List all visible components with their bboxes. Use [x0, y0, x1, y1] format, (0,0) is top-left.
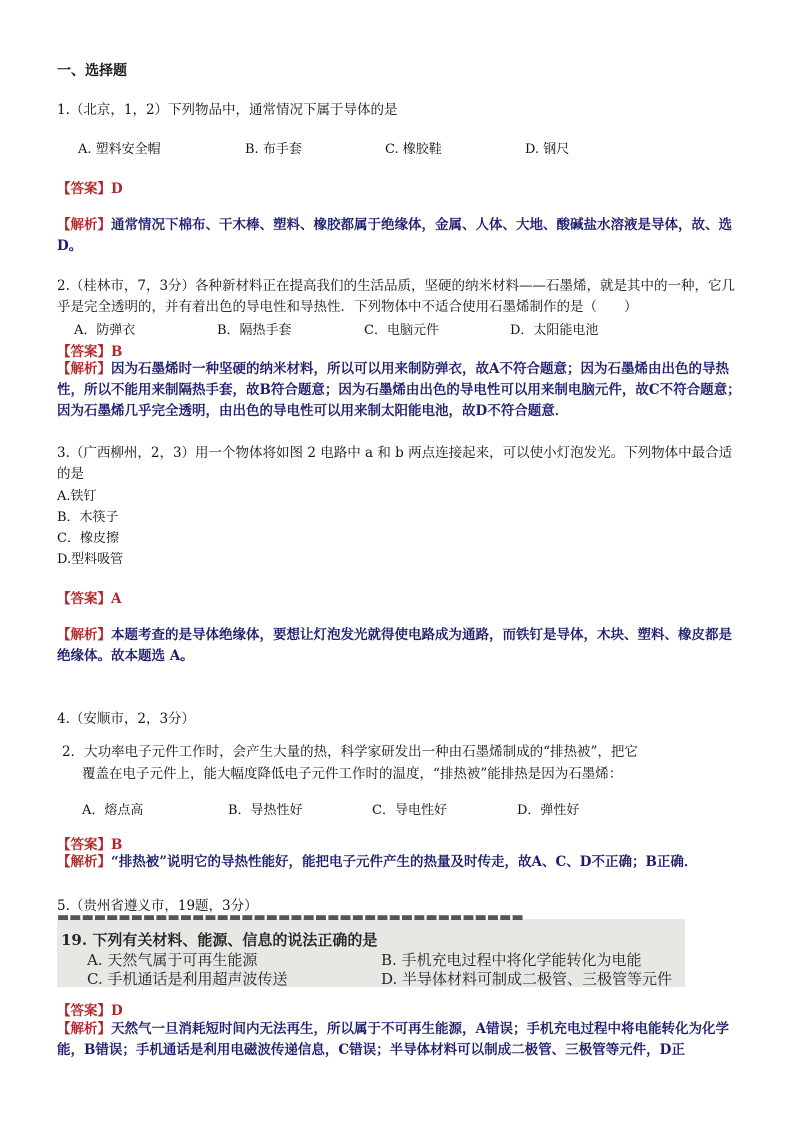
scan-option-b: B. 手机充电过程中将化学能转化为电能: [381, 951, 642, 969]
question-5-stem: 5.（贵州省遵义市，19题，3分）: [57, 898, 258, 914]
explain-tag: 【解析】: [57, 627, 111, 643]
q3-option-a: A.铁钉: [57, 489, 97, 504]
q2-option-a: A．防弹衣: [74, 323, 136, 338]
q3-explanation: [57, 625, 741, 667]
q4-body: 2．大功率电子元件工作时，会产生大量的热，科学家研发出一种由石墨烯制成的“排热被”，把它覆盖在电子元件上，能大幅度降低电子元件工作时的温度，“排热被”能排热是因为石墨烯：: [62, 744, 638, 782]
question-3-stem: 3.（广西柳州，2，3）用一个物体将如图 2 电路中 a 和 b 两点连接起来，可以使小灯泡发光。下列物体中最合适的是: [57, 445, 733, 482]
explain-text: 天然气一旦消耗短时间内无法再生，所以属于不可再生能源，A错误；手机充电过程中将电能转化为化学能，B错误；手机通话是利用电磁波传递信息，C错误；半导体材料可以制成二极管、三极管等元件，D正: [57, 1021, 729, 1058]
answer-tag: 【答案】: [57, 1003, 111, 1019]
q4-option-b: B．导热性好: [228, 803, 303, 818]
q3-option-c: C．橡皮擦: [57, 531, 119, 546]
explain-tag: 【解析】: [57, 361, 111, 377]
question-2-stem: 2.（桂林市，7，3分）各种新材料正在提高我们的生活品质，坚硬的纳米材料——石墨烯，就是其中的一种，它几乎是完全透明的，并有着出色的导电性和导热性．下列物体中不适合使用石墨烯制作的是（ ）: [57, 278, 736, 315]
answer-tag: 【答案】: [57, 344, 111, 360]
q2-option-d: D．太阳能电池: [510, 323, 599, 338]
answer-value: B: [111, 344, 123, 360]
answer-value: D: [111, 1003, 123, 1019]
q1-explanation: [57, 215, 741, 257]
explain-tag: 【解析】: [57, 1021, 111, 1037]
answer-value: A: [111, 591, 122, 607]
question-4-stem: 4.（安顺市，2，3分）: [57, 711, 196, 727]
answer-tag: 【答案】: [57, 837, 111, 853]
answer-tag: 【答案】: [57, 181, 111, 197]
explain-tag: 【解析】: [57, 854, 111, 870]
explain-text: 通常情况下棉布、干木棒、塑料、橡胶都属于绝缘体，金属、人体、大地、酸碱盐水溶液是导体，故、选D。: [57, 217, 732, 254]
q4-answer: [57, 833, 122, 853]
q1-option-c: C. 橡胶鞋: [385, 142, 442, 157]
q3-option-d: D.型料吸管: [57, 552, 124, 567]
q3-answer: [57, 587, 121, 607]
q4-option-c: C．导电性好: [372, 803, 447, 818]
q4-option-a: A．熔点高: [82, 803, 144, 818]
answer-value: D: [111, 181, 123, 197]
scan-option-c: C. 手机通话是利用超声波传送: [87, 970, 288, 988]
q1-answer: [57, 177, 123, 197]
explain-text: “排热被”说明它的导热性能好，能把电子元件产生的热量及时传走，故A、C、D不正确；B正确．: [111, 854, 698, 870]
q2-option-c: C．电脑元件: [364, 323, 439, 338]
q2-answer: [57, 340, 122, 360]
explain-text: 因为石墨烯时一种坚硬的纳米材料，所以可以用来制防弹衣，故A不符合题意；因为石墨烯由出色的导热性，所以不能用来制隔热手套，故B符合题意；因为石墨烯由出色的导电性可以用来制电脑元件，故C不符合题意；因为石墨烯几乎完全透明，由出色的导电性可以用来制太阳能电池，故D不符合题意．: [57, 361, 741, 419]
q3-option-b: B．木筷子: [57, 510, 119, 525]
answer-value: B: [111, 837, 123, 853]
q1-option-b: B. 布手套: [245, 142, 302, 157]
q1-option-d: D. 钢尺: [525, 142, 570, 157]
q5-answer: [57, 999, 123, 1019]
answer-tag: 【答案】: [57, 591, 111, 607]
scan-option-d: D. 半导体材料可制成二极管、三极管等元件: [381, 970, 673, 988]
q1-option-a: A. 塑料安全帽: [78, 142, 161, 157]
explain-text: 本题考查的是导体绝缘体，要想让灯泡发光就得使电路成为通路，而铁钉是导体，木块、塑料、橡皮都是绝缘体。故本题选 A。: [57, 627, 732, 664]
q2-option-b: B．隔热手套: [217, 323, 292, 338]
scanned-question-image: [57, 910, 685, 988]
explain-tag: 【解析】: [57, 217, 111, 233]
q4-option-d: D．弹性好: [517, 803, 580, 818]
section-title: 一、选择题: [57, 63, 127, 79]
q5-explanation: [57, 1019, 741, 1061]
scan-option-a: A. 天然气属于可再生能源: [87, 951, 258, 969]
scan-question-line: 19. 下列有关材料、能源、信息的说法正确的是: [61, 931, 378, 949]
q2-explanation: [57, 359, 741, 422]
scan-cut-top-line: ▬▬▬▬▬▬▬▬▬▬▬▬▬▬▬▬▬▬▬▬▬▬▬▬▬▬▬▬▬▬▬▬▬▬▬▬▬▬: [57, 910, 524, 925]
question-1-stem: 1.（北京，1，2）下列物品中，通常情况下属于导体的是: [57, 102, 398, 118]
q4-explanation: [57, 852, 741, 873]
